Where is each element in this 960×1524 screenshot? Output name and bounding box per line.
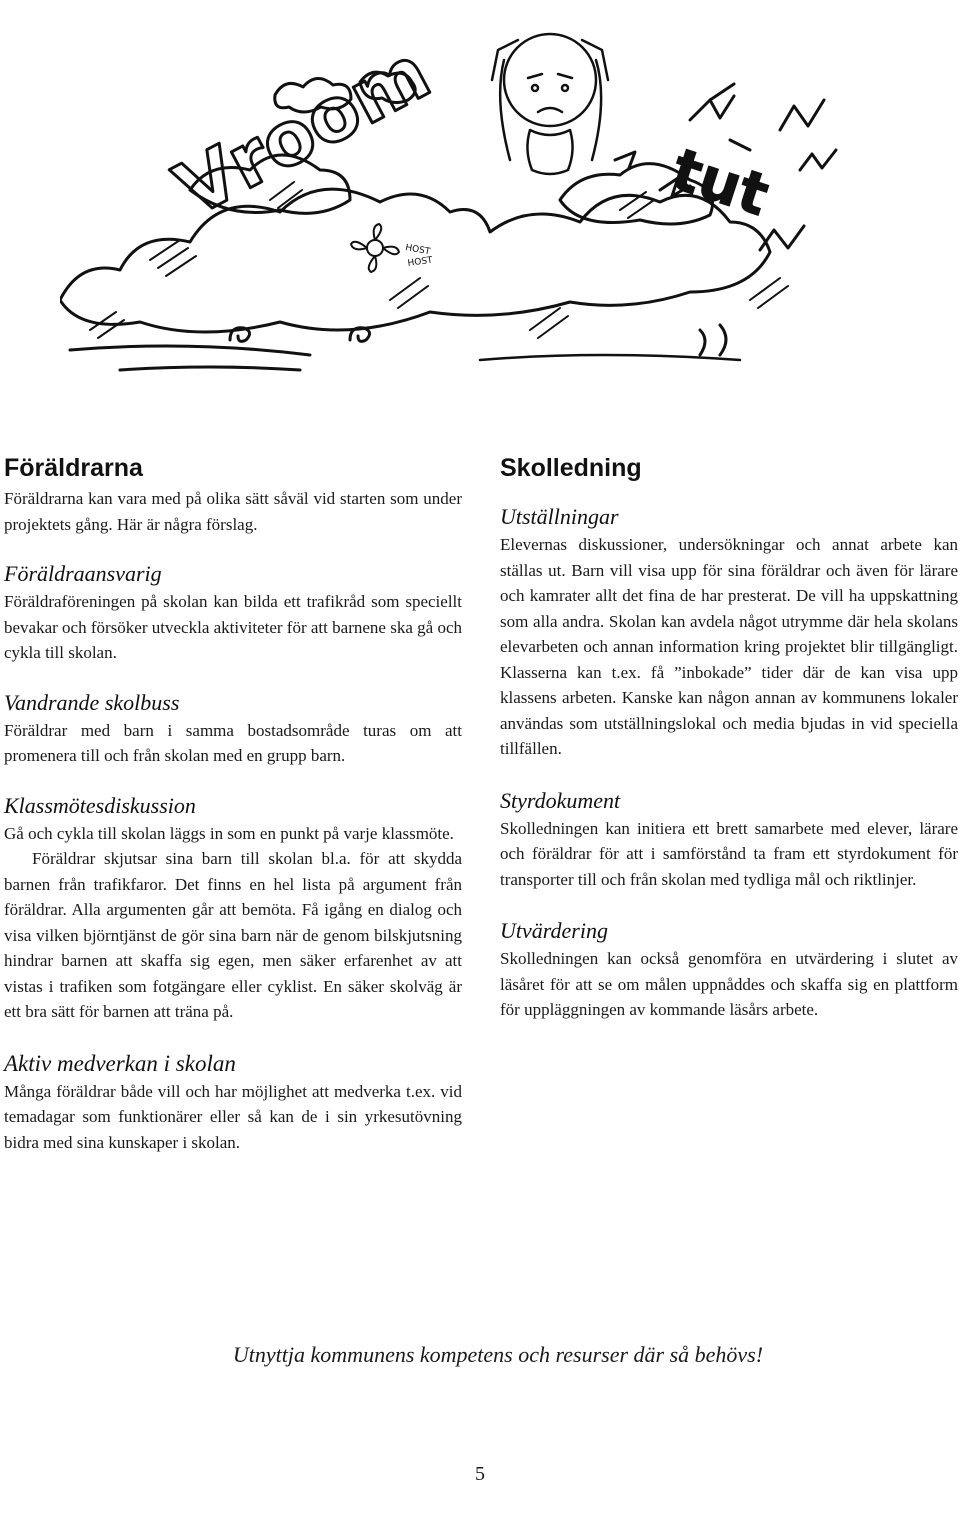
section-title-aktiv-medverkan: Aktiv medverkan i skolan: [4, 1050, 236, 1076]
tut-lettering: [664, 135, 777, 230]
footer-quote: Utnyttja kommunens kompetens och resurser där så behövs!: [232, 1342, 764, 1367]
flower-figure: [351, 224, 399, 272]
section-title-klassmotesdiskussion: Klassmötesdiskussion: [4, 792, 196, 818]
section-text-foraldraansvarig: Föräldraföreningen på skolan kan bilda ett trafikråd som speciellt bevakar och försöker utveckla aktiviteter för att barnene ska gå och cykla till skolan.: [4, 592, 462, 662]
left-column: [4, 452, 462, 1155]
heading-skolledning: Skolledning: [500, 454, 642, 482]
host-text-2: HOST: [407, 255, 434, 269]
section-title-styrdokument: Styrdokument: [500, 787, 621, 813]
section-title-utvardering: Utvärdering: [500, 918, 608, 943]
page-number: 5: [475, 1463, 485, 1485]
section-text-klassmote-argument: Föräldrar skjutsar sina barn till skolan bl.a. för att skydda barnen från trafikfaror. Det finns en hel lista på argument från föräldrar. Alla argumenten går att bemöta. Få igång en dialog och visa vilken björntjänst de gör sina barn när de genom bilskjutsning hindrar barnen att skaffa sig egen, men säker erfarenhet av att vistas i trafiken som fotgängare eller cyklist. En säker skolväg är ett bra sätt för barnen att träna på.: [4, 849, 462, 1021]
vroom-lettering: [162, 30, 443, 234]
section-text-styrdokument: Skolledningen kan initiera ett brett samarbete med elever, lärare och föräldrar för att i samförstånd ta fram ett styrdokument för transporter till och från skolan med tydliga mål och riktlinjer.: [500, 818, 958, 889]
section-text-utvardering: Skolledningen kan också genomföra en utvärdering i slutet av läsåret för att se om målen uppnåddes och skaffa sig en plattform för uppläggningen av kommande läsårs arbete.: [500, 949, 958, 1019]
section-text-utstallningar: Elevernas diskussioner, undersökningar och annat arbete kan ställas ut. Barn vill visa upp för sina föräldrar och även för lärare och kamrater allt det fina de har presterat. De vill ha uppskattning som alla andra. Skolan kan avdela något utrymme där hela skolans elevarbeten och annan information kring projektet blir tillgängligt. Klasserna kan t.ex. få ”inbokade” tider där de kan visa upp klassens arbeten. Kanske kan någon annan av kommunens lokaler användas som utställningslokal och media bjudas in vid speciella tillfällen.: [500, 535, 958, 758]
heading-foraldrarna: Föräldrarna: [4, 454, 143, 482]
section-text-vandrande-skolbuss: Föräldrar med barn i samma bostadsområde turas om att promenera till och från skolan med en grupp barn.: [4, 720, 462, 765]
section-title-vandrande-skolbuss: Vandrande skolbuss: [4, 689, 180, 715]
section-title-utstallningar: Utställningar: [500, 504, 619, 529]
section-text-klassmote: Gå och cykla till skolan läggs in som en punkt på varje klassmöte.: [4, 823, 454, 843]
svg-text:Vroom: Vroom: [162, 29, 444, 234]
section-text-aktiv-medverkan: Många föräldrar både vill och har möjlighet att medverka t.ex. vid temadagar som funktionärer eller så kan de i sin yrkesutövning bidra med sina kunskaper i skolan.: [4, 1081, 462, 1152]
host-text-1: HOST: [404, 243, 431, 258]
child-figure: [492, 34, 608, 174]
svg-text:tut: tut: [663, 134, 777, 230]
section-title-foraldraansvarig: Föräldraansvarig: [4, 561, 162, 586]
intro-paragraph: Föräldrarna kan vara med på olika sätt såväl vid starten som under projektets gång. Här är några förslag.: [4, 489, 462, 534]
right-column: [500, 452, 958, 1023]
traffic-noise-illustration: [60, 0, 840, 420]
